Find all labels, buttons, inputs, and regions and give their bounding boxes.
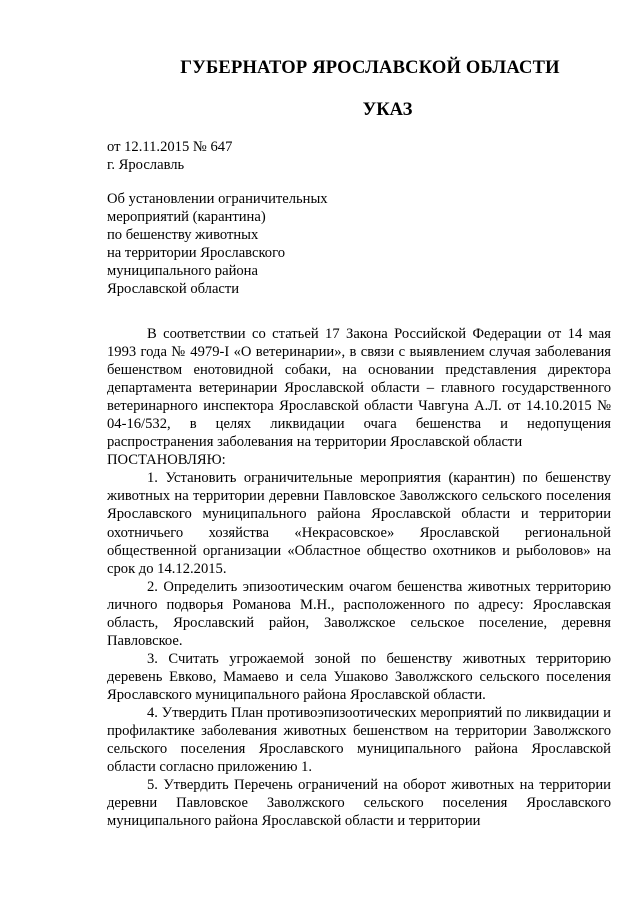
clause-1: 1. Установить ограничительные мероприятия (карантин) по бешенству животных на территории деревни Павловское Заволжского сельского поселения Ярославского муниципального района Ярославской области и территории охотничьего хозяйства «Некрасовское» Ярославской региональной общественной организации «Областное общество охотников и рыболовов» на срок до 14.12.2015. xyxy=(107,470,611,577)
subject-line: мероприятий (карантина) xyxy=(107,209,266,225)
document-subject xyxy=(107,190,328,298)
subject-line: Об установлении ограничительных xyxy=(107,191,328,207)
clause-5: 5. Утвердить Перечень ограничений на оборот животных на территории деревни Павловское Заволжского сельского поселения Ярославского муниципального района Ярославской области и территории xyxy=(107,777,611,830)
clause-2: 2. Определить эпизоотическим очагом бешенства животных территорию личного подворья Романова М.Н., расположенного по адресу: Ярославская область, Ярославский район, Заволжское сельское поселение, деревня Павловское. xyxy=(107,578,611,649)
subject-line: на территории Ярославского xyxy=(107,245,286,261)
clause-4: 4. Утвердить План противоэпизоотических мероприятий по ликвидации и профилактике заболевания животных бешенством на территории Заволжского сельского поселения Ярославского муниципального района Ярославской области согласно приложению 1. xyxy=(107,704,611,776)
subject-line: муниципального района xyxy=(107,263,258,279)
document-body xyxy=(107,325,611,830)
resolve-heading: ПОСТАНОВЛЯЮ: xyxy=(107,452,226,469)
document-type-title: УКАЗ xyxy=(362,100,413,120)
city: г. Ярославль xyxy=(107,157,185,173)
document-meta xyxy=(107,138,232,174)
issuer-heading: ГУБЕРНАТОР ЯРОСЛАВСКОЙ ОБЛАСТИ xyxy=(180,58,560,78)
date-number: от 12.11.2015 № 647 xyxy=(107,139,233,155)
subject-line: по бешенству животных xyxy=(107,227,259,243)
subject-line: Ярославской области xyxy=(107,281,240,297)
preamble-paragraph: В соответствии со статьей 17 Закона Российской Федерации от 14 мая 1993 года № 4979-I «О ветеринарии», в связи с выявлением случая заболевания бешенством енотовидной собаки, на основании представления директора департамента ветеринарии Ярославской области – главного государственного ветеринарного инспектора Ярославской области Чавгуна А.Л. от 14.10.2015 № 04-16/532, в целях ликвидации очага бешенства и недопущения распространения заболевания на территории Ярославской области xyxy=(107,326,611,451)
clause-3: 3. Считать угрожаемой зоной по бешенству животных территорию деревень Евково, Мамаево и села Ушаково Заволжского сельского поселения Ярославского муниципального района Ярославской области. xyxy=(107,650,611,703)
